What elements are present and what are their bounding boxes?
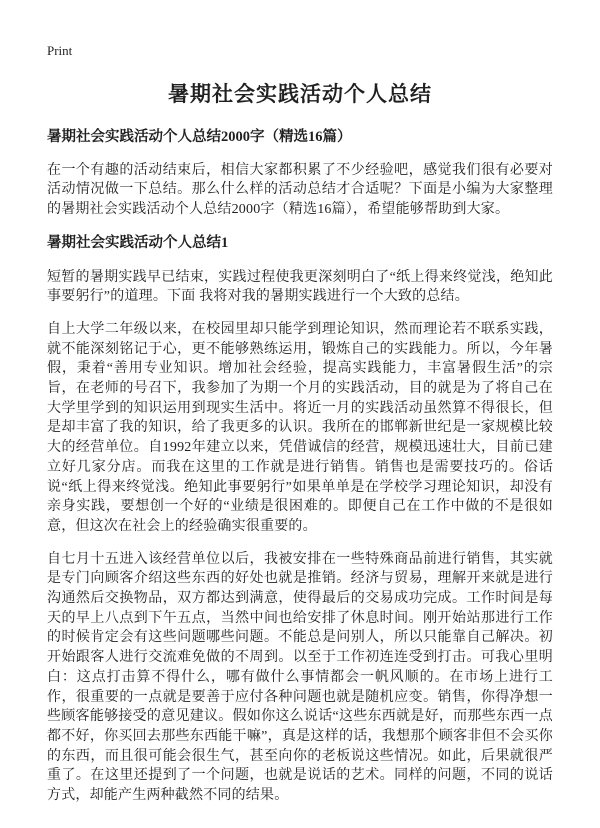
- intro-paragraph: 在一个有趣的活动结束后，相信大家都积累了不少经验吧，感觉我们很有必要对活动情况做一下总结。那么什么样的活动总结才合适呢？下面是小编为大家整理的暑期社会实践活动个人总结2000字（精选16篇），希望能够帮助到大家。: [47, 162, 553, 218]
- section-heading: 暑期社会实践活动个人总结1: [47, 234, 229, 251]
- body-paragraph-1: 短暂的暑期实践早已结束，实践过程使我更深刻明白了“纸上得来终觉浅，绝知此事要躬行”的道理。下面 我将对我的暑期实践进行一个大致的总结。: [47, 269, 553, 305]
- print-link[interactable]: Print: [47, 43, 73, 58]
- body-paragraph-2: 自上大学二年级以来，在校园里却只能学到理论知识，然而理论若不联系实践，就不能深刻铭记于心，更不能够熟练运用，锻炼自己的实践能力。所以，今年暑假，秉着“善用专业知识。增加社会经验，提高实践能力，丰富暑假生活”的宗旨，在老师的号召下，我参加了为期一个月的实践活动，目的就是为了将自己在大学里学到的知识运用到现实生活中。将近一月的实践活动虽然算不得很长，但是却丰富了我的知识，给了我更多的认识。我所在的邯郸新世纪是一家规模比较大的经营单位。自1992年建立以来，凭借诚信的经营，规模迅速壮大，目前已建立好几家分店。而我在这里的工作就是进行销售。销售也是需要技巧的。俗话说“纸上得来终觉浅。绝知此事要躬行”如果单单是在学校学习理论知识，却没有亲身实践，要想创一个好的“业绩是很困难的。即便自己在工作中做的不是很如意，但这次在社会上的经验确实很重要的。: [47, 321, 553, 534]
- document-subtitle: 暑期社会实践活动个人总结2000字（精选16篇）: [47, 129, 352, 145]
- body-paragraph-3: 自七月十五进入该经营单位以后，我被安排在一些特殊商品前进行销售，其实就是专门向顾客介绍这些东西的好处也就是推销。经济与贸易，理解开来就是进行沟通然后交换物品，双方都达到满意，使得最后的交易成功完成。工作时间是每天的早上八点到下午五点，当然中间也给安排了休息时间。刚开始站那进行工作的时候肯定会有这些问题哪些问题。不能总是问别人，所以只能靠自己解决。初开始跟客人进行交流难免做的不周到。以至于工作初连连受到打击。可我心里明白：这点打击算不得什么，哪有做什么事情都会一帆风顺的。在市场上进行工作，很重要的一点就是要善于应付各种问题也就是随机应变。销售，你得净想一些顾客能够接受的意见建议。假如你这么说话“这些东西就是好，而那些东西一点都不好，你买回去那些东西能干嘛”，真是这样的话，我想那个顾客非但不会买你的东西，而且很可能会很生气，甚至向你的老板说这些情况。如此，后果就很严重了。在这里还提到了一个问题，也就是说话的艺术。同样的问题，不同的说话方式，却能产生两种截然不同的结果。: [47, 551, 553, 804]
- page-title: 暑期社会实践活动个人总结: [168, 82, 432, 106]
